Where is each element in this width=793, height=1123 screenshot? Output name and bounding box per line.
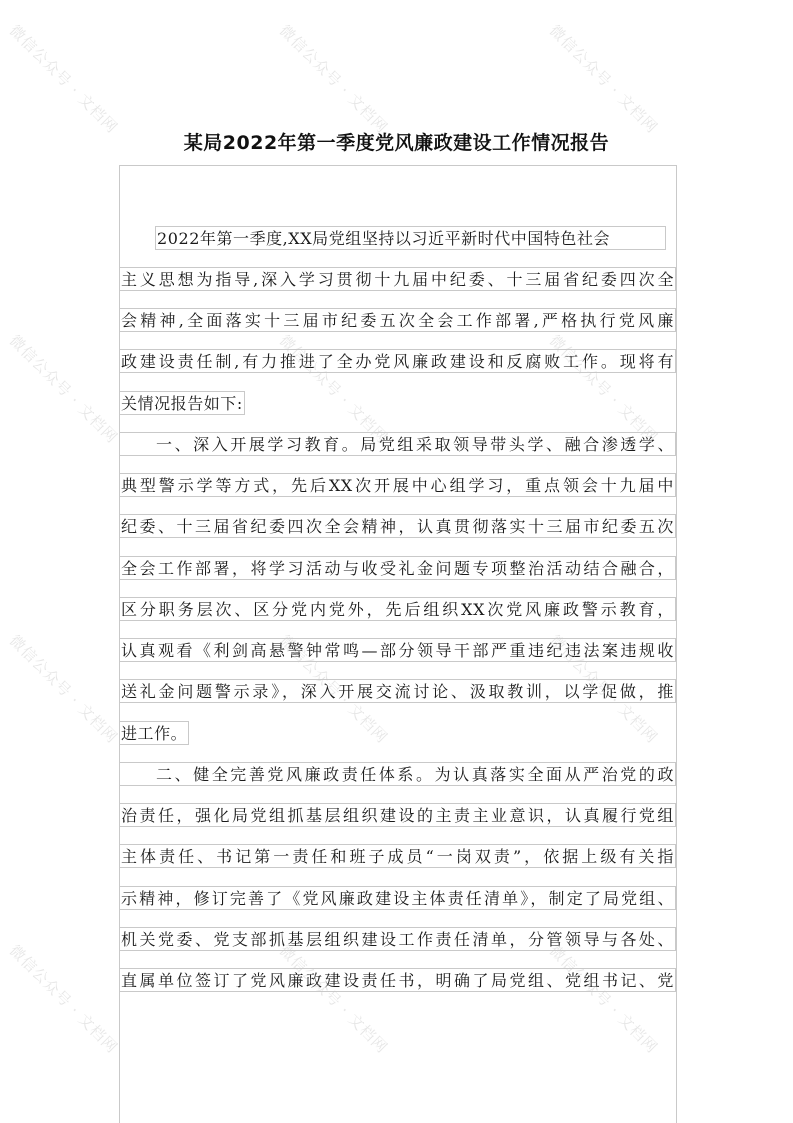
paragraph-line: 送礼金问题警示录》，深入开展交流讨论、汲取教训，以学促做，推 xyxy=(119,679,676,703)
watermark-text: 微信公众号 · 文档网 xyxy=(275,941,392,1057)
watermark-text: 微信公众号 · 文档网 xyxy=(5,631,122,747)
paragraph-line: 典型警示学等方式，先后XX次开展中心组学习，重点领会十九届中 xyxy=(119,473,676,497)
watermark-text: 微信公众号 · 文档网 xyxy=(275,631,392,747)
paragraph-line: 纪委、十三届省纪委四次全会精神，认真贯彻落实十三届市纪委五次 xyxy=(119,514,676,538)
watermark-text: 微信公众号 · 文档网 xyxy=(5,941,122,1057)
paragraph-line: 区分职务层次、区分党内党外，先后组织XX次党风廉政警示教育， xyxy=(119,597,676,621)
watermark-text: 微信公众号 · 文档网 xyxy=(275,331,392,447)
watermark-text: 微信公众号 · 文档网 xyxy=(545,631,662,747)
paragraph-line: 认真观看《利剑高悬警钟常鸣—部分领导干部严重违纪违法案违规收 xyxy=(119,638,676,662)
section-heading-line: 二、健全完善党风廉政责任体系。为认真落实全面从严治党的政 xyxy=(119,762,676,786)
paragraph-line: 直属单位签订了党风廉政建设责任书，明确了局党组、党组书记、党 xyxy=(119,968,676,992)
paragraph-line: 主体责任、书记第一责任和班子成员“一岗双责”，依据上级有关指 xyxy=(119,844,676,868)
watermark-text: 微信公众号 · 文档网 xyxy=(545,21,662,137)
watermark-text: 微信公众号 · 文档网 xyxy=(545,331,662,447)
paragraph-line: 政建设责任制,有力推进了全办党风廉政建设和反腐败工作。现将有 xyxy=(119,349,676,373)
watermark-text: 微信公众号 · 文档网 xyxy=(5,21,122,137)
paragraph-line: 主义思想为指导,深入学习贯彻十九届中纪委、十三届省纪委四次全 xyxy=(119,267,676,291)
watermark-text: 微信公众号 · 文档网 xyxy=(545,941,662,1057)
paragraph-line: 关情况报告如下: xyxy=(119,391,245,415)
paragraph-line: 示精神，修订完善了《党风廉政建设主体责任清单》，制定了局党组、 xyxy=(119,886,676,910)
document-title: 某局2022年第一季度党风廉政建设工作情况报告 xyxy=(183,132,610,154)
paragraph-line: 治责任，强化局党组抓基层组织建设的主责主业意识，认真履行党组 xyxy=(119,803,676,827)
watermark-text: 微信公众号 · 文档网 xyxy=(275,21,392,137)
paragraph-line: 2022年第一季度,XX局党组坚持以习近平新时代中国特色社会 xyxy=(155,226,666,250)
watermark-text: 微信公众号 · 文档网 xyxy=(5,331,122,447)
paragraph-line: 全会工作部署，将学习活动与收受礼金问题专项整治活动结合融合， xyxy=(119,556,676,580)
section-heading-line: 一、深入开展学习教育。局党组采取领导带头学、融合渗透学、 xyxy=(119,432,676,456)
paragraph-line: 机关党委、党支部抓基层组织建设工作责任清单，分管领导与各处、 xyxy=(119,927,676,951)
paragraph-line: 会精神,全面落实十三届市纪委五次全会工作部署,严格执行党风廉 xyxy=(119,308,676,332)
paragraph-line: 进工作。 xyxy=(119,721,189,745)
